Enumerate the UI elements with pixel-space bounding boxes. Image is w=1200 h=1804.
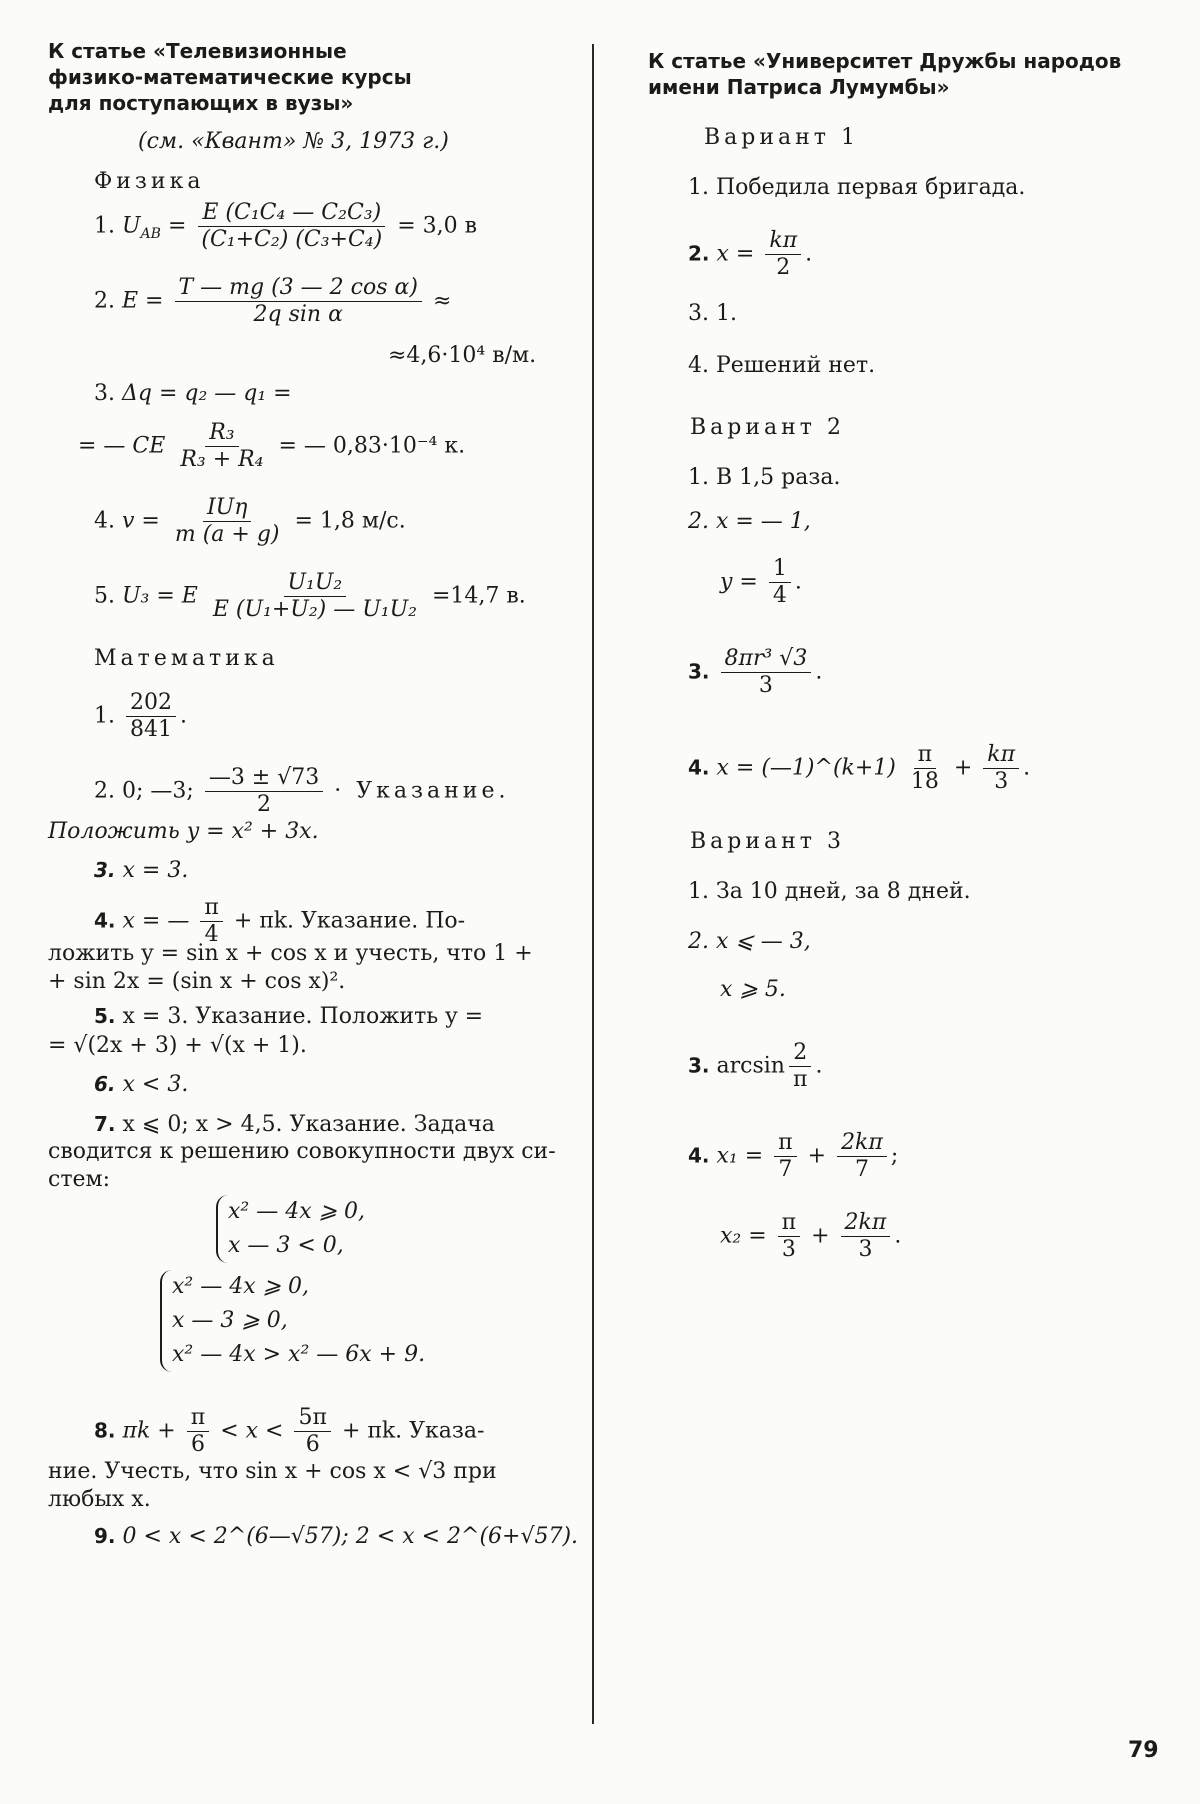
physics-answer-4: 4. v = $\frac{\text{IUη}}{m (a + g)}$ = 1,8 м/с. [94, 495, 406, 547]
physics-answer-1: 1. $U_{AB}$ = $\frac{\text{E (C₁C₄ — C₂C₃)}}{\text{(C₁+C₂) (C₃+C₄)}}$ = 3,0 в [94, 200, 477, 252]
fraction: $\frac{\pi}{4}$ [200, 895, 222, 948]
physics-answer-5: 5. U₃ = E $\frac{\text{U₁U₂}}{\text{E (U₁+U₂) — U₁U₂}}$ =14,7 в. [94, 570, 526, 622]
math-answer-6: 6. x < 3. [94, 1072, 189, 1097]
math-answer-4-line-2: ложить y = sin x + cos x и учесть, что 1 + [48, 941, 533, 966]
right-heading-line-2: имени Патриса Лумумбы» [648, 75, 950, 99]
math-answer-7: 7. x ⩽ 0; x > 4,5. Указание. Задача [94, 1112, 495, 1137]
fraction: $\frac{—3 \pm √73}{2}$ [205, 765, 323, 818]
system-of-inequalities-2: x² — 4x ⩾ 0, x — 3 ⩾ 0, x² — 4x > x² — 6x + 9. [160, 1270, 425, 1372]
math-answer-4-line-3: + sin 2x = (sin x + cos x)². [48, 969, 346, 994]
fraction: $\frac{2k\pi}{3}$ [841, 1210, 891, 1263]
fraction: $\frac{\text{8πr³ √3}}{3}$ [721, 646, 812, 699]
math-answer-4: 4. x = — $\frac{\pi}{4}$ + πk. Указание. По- [94, 895, 466, 947]
math-answer-7-line-3: стем: [48, 1167, 111, 1192]
physics-answer-3: 3. Δq = q₂ — q₁ = [94, 381, 292, 406]
fraction: $\frac{\pi}{7}$ [774, 1130, 796, 1183]
math-answer-9: 9. 0 < x < 2^(6—√57); 2 < x < 2^(6+√57). [94, 1524, 579, 1549]
math-answer-1: 1. $\frac{202}{841}$ . [94, 690, 187, 742]
left-heading-line-1: К статье «Телевизионные [48, 39, 347, 63]
column-divider [592, 44, 594, 1724]
variant-3-answer-2: 2. x ⩽ — 3, [688, 929, 811, 954]
fraction: $\frac{5\pi}{6}$ [294, 1405, 330, 1458]
fraction: $\frac{\pi}{3}$ [778, 1210, 800, 1263]
variant-2-answer-3: 3. $\frac{\text{8πr³ √3}}{3}$ . [688, 646, 823, 698]
variant-1-answer-3: 3. 1. [688, 301, 737, 326]
physics-answer-3-line-2: = — CE $\frac{\text{R₃}}{\text{R₃ + R₄}}$ = — 0,83·10⁻⁴ к. [78, 420, 466, 472]
fraction: $\frac{202}{841}$ [126, 690, 176, 743]
math-answer-2-line-2: Положить y = x² + 3x. [48, 819, 319, 844]
math-answer-8-line-2: ние. Учесть, что sin x + cos x < √3 при [48, 1459, 497, 1484]
left-heading-line-2: физико-математические курсы [48, 65, 412, 89]
variant-1-answer-4: 4. Решений нет. [688, 353, 876, 378]
physics-answer-2: 2. E = $\frac{\text{T — mg (3 — 2 cos α)}}{\text{2q sin α}}$ ≈ [94, 275, 452, 327]
variant-2-answer-1: 1. В 1,5 раза. [688, 465, 841, 490]
math-answer-8-line-3: любых x. [48, 1487, 151, 1512]
math-answer-8: 8. πk + $\frac{\pi}{6}$ < x < $\frac{5\pi}{6}$ + πk. Указа- [94, 1405, 485, 1457]
variant-3-answer-3: 3. arcsin $\frac{2}{\pi}$ . [688, 1040, 823, 1092]
fraction: $\frac{\pi}{18}$ [910, 742, 939, 794]
fraction: $\frac{\text{U₁U₂}}{\text{E (U₁+U₂) — U₁U₂}}$ [212, 570, 417, 622]
variant-2-title: Вариант 2 [690, 415, 845, 440]
variant-3-title: Вариант 3 [690, 829, 845, 854]
math-answer-2: 2. 0; —3; $\frac{—3 \pm √73}{2}$ · Указание. [94, 765, 510, 817]
physics-answer-2-result: ≈4,6·10⁴ в/м. [388, 343, 537, 368]
variant-2-answer-2: 2. x = — 1, [688, 509, 811, 534]
math-answer-3: 3. x = 3. [94, 858, 189, 883]
variant-3-answer-4: 4. x₁ = $\frac{\pi}{7}$ + $\frac{2k\pi}{7}$ ; [688, 1130, 899, 1182]
fraction: $\frac{1}{4}$ [769, 556, 791, 609]
right-heading-line-1: К статье «Университет Дружбы народов [648, 49, 1122, 73]
variant-1-title: Вариант 1 [704, 125, 859, 150]
fraction: $\frac{2k\pi}{7}$ [837, 1130, 887, 1183]
source-reference: (см. «Квант» № 3, 1973 г.) [138, 129, 449, 154]
variant-3-answer-2-b: x ⩾ 5. [720, 977, 786, 1002]
fraction: $\frac{k\pi}{3}$ [983, 742, 1019, 795]
variant-1-answer-2: 2. x = $\frac{k\pi}{2}$ . [688, 228, 813, 280]
physics-title: Физика [94, 169, 205, 194]
variant-2-answer-2-y: y = $\frac{1}{4}$ . [720, 556, 802, 608]
fraction: $\frac{k\pi}{2}$ [765, 228, 801, 281]
left-heading-line-3: для поступающих в вузы» [48, 91, 354, 115]
variant-3-answer-4-x2: x₂ = $\frac{\pi}{3}$ + $\frac{2k\pi}{3}$ . [720, 1210, 902, 1262]
fraction: $\frac{\text{IUη}}{m (a + g)}$ [174, 495, 280, 547]
fraction: $\frac{\pi}{6}$ [187, 1405, 209, 1458]
math-answer-5: 5. x = 3. Указание. Положить y = [94, 1004, 484, 1029]
fraction: $\frac{\text{R₃}}{\text{R₃ + R₄}}$ [180, 420, 264, 472]
fraction: $\frac{\text{T — mg (3 — 2 cos α)}}{\text{2q sin α}}$ [175, 275, 422, 328]
math-title: Математика [94, 646, 279, 671]
variant-2-answer-4: 4. x = (—1)^(k+1) $\frac{\pi}{18}$ + $\frac{k\pi}{3}$ . [688, 742, 1031, 794]
page-number: 79 [1128, 1738, 1159, 1763]
fraction: $\frac{2}{\pi}$ [789, 1040, 811, 1093]
fraction: $\frac{\text{E (C₁C₄ — C₂C₃)}}{\text{(C₁+C₂) (C₃+C₄)}}$ [197, 200, 386, 253]
math-answer-5-line-2: = √(2x + 3) + √(x + 1). [48, 1033, 307, 1058]
variant-3-answer-1: 1. За 10 дней, за 8 дней. [688, 879, 971, 904]
system-of-inequalities-1: x² — 4x ⩾ 0, x — 3 < 0, [216, 1195, 365, 1263]
variant-1-answer-1: 1. Победила первая бригада. [688, 175, 1026, 200]
math-answer-7-line-2: сводится к решению совокупности двух си- [48, 1139, 556, 1164]
